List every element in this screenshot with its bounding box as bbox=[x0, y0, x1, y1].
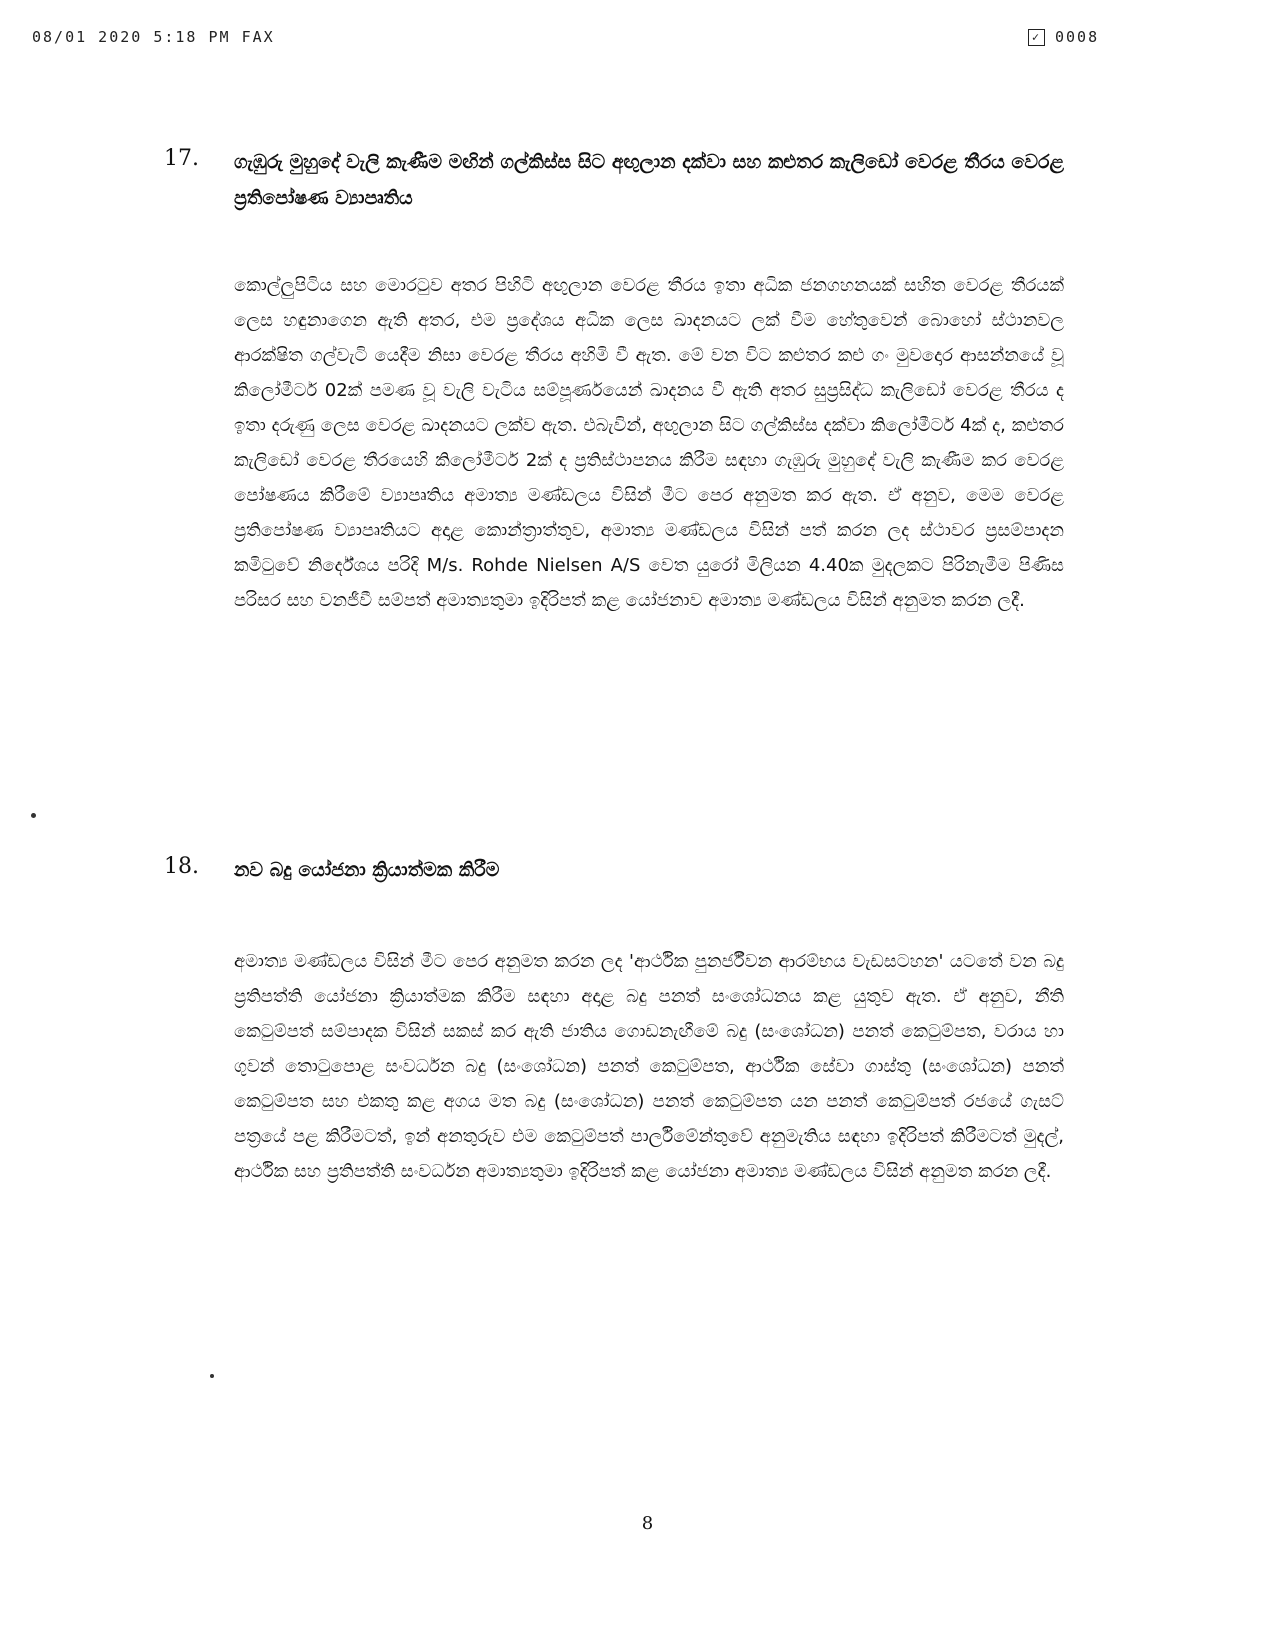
fax-header: 08/01 2020 5:18 PM FAX bbox=[32, 28, 275, 46]
page-number: 8 bbox=[641, 1513, 654, 1534]
section-body: කොල්ලුපිටිය සහ මොරටුව අතර පිහිටි අඟුලාන වෙරළ තීරය ඉතා අධික ජනගහනයක් සහිත වෙරළ තීරයක් ලෙස හඳුනාගෙන ඇති අතර, එම ප්‍රදේශය අධික ලෙස ඛාදනයට ලක් වීම හේතුවෙන් බොහෝ ස්ථානවල ආරක්ෂිත ගල්වැටි යෙදීම නිසා වෙරළ තීරය අහිමි වී ඇත. මේ වන විට කළුතර කළු ගං මුවදොර ආසන්නයේ වූ කිලෝමීටර් 02ක් පමණ වූ වැලි වැටිය සම්පූර්ණයෙන් ඛාදනය වී ඇති අතර සුප්‍රසිද්ධ කැලිඩෝ වෙරළ තීරය ද ඉතා දරුණු ලෙස වෙරළ ඛාදනයට ලක්ව ඇත. එබැවින්, අඟුලාන සිට ගල්කිස්ස දක්වා කිලෝමීටර් 4ක් ද, කළුතර කැලිඩෝ වෙරළ තීරයෙහි කිලෝමීටර් 2ක් ද ප්‍රතිස්ථාපනය කිරීම සඳහා ගැඹුරු මුහුදේ වැලි කැණීම කර වෙරළ පෝෂණය කිරීමේ ව්‍යාපෘතිය අමාත්‍ය මණ්ඩලය විසින් මීට පෙර අනුමත කර ඇත. ඒ අනුව, මෙම වෙරළ ප්‍රතිපෝෂණ ව්‍යාපෘතියට අදාළ කොන්ත්‍රාත්තුව, අමාත්‍ය මණ්ඩලය විසින් පත් කරන ලද ස්ථාවර ප්‍රසම්පාදන කමිටුවේ නිර්දේශය පරිදි M/s. Rohde Nielsen A/S වෙත යුරෝ මිලියන 4.40ක මුදලකට පිරිනැමීම පිණිස පරිසර සහ වනජීවී සම්පත් අමාත්‍යතුමා ඉදිරිපත් කළ යෝජනාව අමාත්‍ය මණ්ඩලය විසින් අනුමත කරන ලදී. bbox=[234, 275, 1064, 611]
fax-page-reference bbox=[1028, 28, 1099, 46]
section-title: නව බදු යෝජනා ක්‍රියාත්මක කිරීම bbox=[234, 859, 500, 881]
section-18 bbox=[164, 852, 1064, 1189]
section-17 bbox=[164, 144, 1064, 618]
section-title: ගැඹුරු මුහුදේ වැලි කැණීම මඟින් ගල්කිස්ස සිට අඟුලාන දක්වා සහ කළුතර කැලිඩෝ වෙරළ තීරය වෙරළ ප්‍රතිපෝෂණ ව්‍යාපෘතිය bbox=[234, 151, 1064, 209]
section-number: 17. bbox=[164, 146, 199, 171]
section-heading bbox=[164, 144, 1064, 216]
stray-dot-mark bbox=[31, 813, 36, 818]
section-number: 18. bbox=[164, 854, 199, 879]
fax-page-number: 0008 bbox=[1055, 28, 1100, 46]
stray-dot-mark bbox=[210, 1374, 214, 1378]
section-body: අමාත්‍ය මණ්ඩලය විසින් මීට පෙර අනුමත කරන ලද 'ආර්ථික පුනර්ජීවන ආරම්භය වැඩසටහන' යටතේ වන බදු ප්‍රතිපත්ති යෝජනා ක්‍රියාත්මක කිරීම සඳහා අදාළ බදු පනත් සංශෝධනය කළ යුතුව ඇත. ඒ අනුව, නීති කෙටුම්පත් සම්පාදක විසින් සකස් කර ඇති ජාතිය ගොඩනැඟීමේ බදු (සංශෝධන) පනත් කෙටුම්පත, වරාය හා ගුවන් තොටුපොළ සංවර්ධන බදු (සංශෝධන) පනත් කෙටුම්පත, ආර්ථික සේවා ගාස්තු (සංශෝධන) පනත් කෙටුම්පත සහ එකතු කළ අගය මත බදු (සංශෝධන) පනත් කෙටුම්පත යන පනත් කෙටුම්පත් රජයේ ගැසට් පත්‍රයේ පළ කිරීමටත්, ඉන් අනතුරුව එම කෙටුම්පත් පාර්ලිමේන්තුවේ අනුමැතිය සඳහා ඉදිරිපත් කිරීමටත් මුදල්, ආර්ථික සහ ප්‍රතිපත්ති සංවර්ධන අමාත්‍යතුමා ඉදිරිපත් කළ යෝජනා අමාත්‍ය මණ්ඩලය විසින් අනුමත කරන ලදී. bbox=[234, 951, 1064, 1182]
section-heading bbox=[164, 852, 1064, 888]
fax-check-icon: ✓ bbox=[1028, 29, 1045, 46]
